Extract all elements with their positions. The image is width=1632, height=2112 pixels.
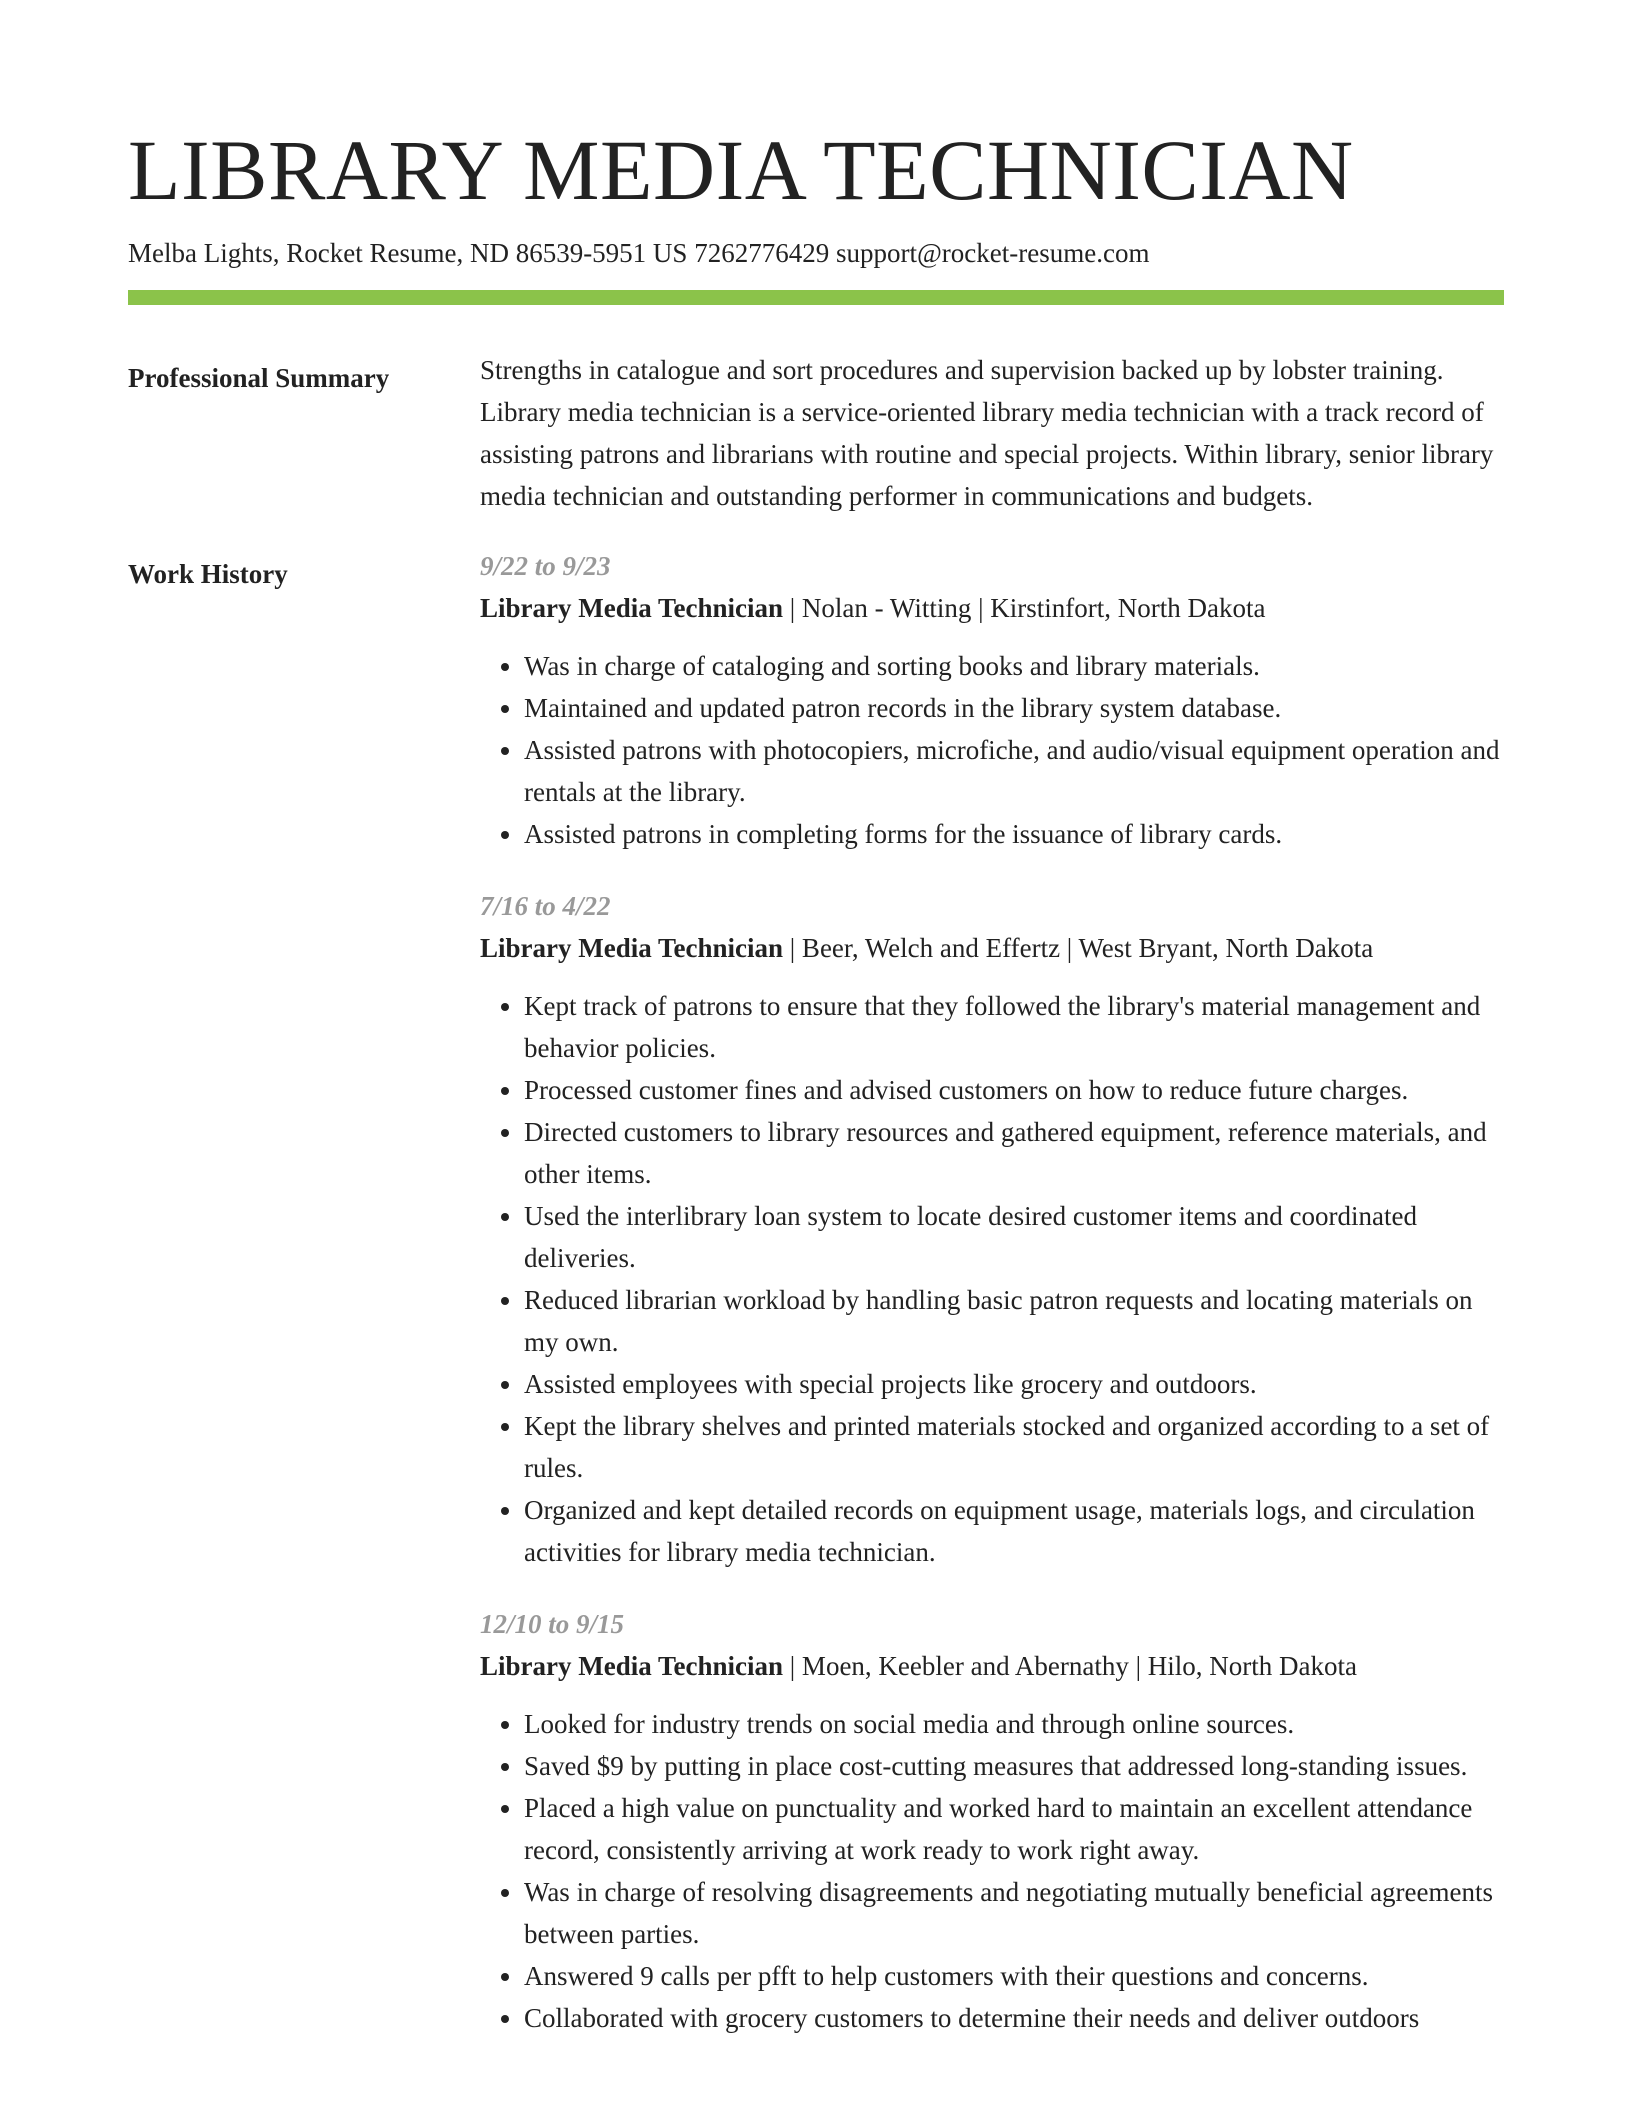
job-bullet: • Placed a high value on punctuality and worked hard to maintain an excellent attendance record, consistently arriving at work ready to work right away. [524, 1787, 1504, 1871]
job-company-location: | Beer, Welch and Effertz | West Bryant, North Dakota [783, 933, 1374, 963]
job-heading [480, 927, 1504, 969]
job-entry [480, 1603, 1504, 2039]
job-bullet: • Assisted patrons with photocopiers, microfiche, and audio/visual equipment operation and rentals at the library. [524, 729, 1504, 813]
job-list [480, 553, 1504, 2069]
job-bullet: • Processed customer fines and advised customers on how to reduce future charges. [524, 1069, 1504, 1111]
job-bullet: • Kept the library shelves and printed materials stocked and organized according to a set of rules. [524, 1405, 1504, 1489]
job-bullet-list [480, 645, 1504, 855]
job-company-location: | Nolan - Witting | Kirstinfort, North Dakota [783, 593, 1266, 623]
job-bullet: • Answered 9 calls per pfft to help customers with their questions and concerns. [524, 1955, 1504, 1997]
work-history-label: Work History [128, 559, 288, 589]
job-bullet: • Used the interlibrary loan system to locate desired customer items and coordinated deliveries. [524, 1195, 1504, 1279]
job-title: Library Media Technician [480, 593, 784, 623]
job-title: Library Media Technician [480, 933, 784, 963]
job-entry [480, 545, 1504, 855]
job-bullet-list [480, 1703, 1504, 2039]
summary-label: Professional Summary [128, 363, 390, 393]
job-bullet: • Kept track of patrons to ensure that they followed the library's material management and behavior policies. [524, 985, 1504, 1069]
summary-text: Strengths in catalogue and sort procedures and supervision backed up by lobster training. Library media technician is a service-oriented library media technician with a track record of assisting patrons and librarians with routine and special projects. Within library, senior library media technician and outstanding performer in communications and budgets. [480, 355, 1494, 511]
job-bullet: • Organized and kept detailed records on equipment usage, materials logs, and circulation activities for library media technician. [524, 1489, 1504, 1573]
header-divider [128, 290, 1504, 305]
resume-name: LIBRARY MEDIA TECHNICIAN [128, 122, 1354, 218]
job-title: Library Media Technician [480, 1651, 784, 1681]
job-bullet: • Saved $9 by putting in place cost-cutting measures that addressed long-standing issues. [524, 1745, 1504, 1787]
job-dates: 9/22 to 9/23 [480, 551, 611, 581]
job-heading [480, 587, 1504, 629]
summary-section [128, 357, 1504, 517]
job-bullet: • Assisted employees with special projects like grocery and outdoors. [524, 1363, 1504, 1405]
job-dates: 7/16 to 4/22 [480, 891, 611, 921]
job-bullet: • Maintained and updated patron records in the library system database. [524, 687, 1504, 729]
job-bullet: • Collaborated with grocery customers to determine their needs and deliver outdoors [524, 1997, 1504, 2039]
job-bullet: • Was in charge of resolving disagreements and negotiating mutually beneficial agreements between parties. [524, 1871, 1504, 1955]
job-bullet-list [480, 985, 1504, 1573]
job-bullet: • Assisted patrons in completing forms for the issuance of library cards. [524, 813, 1504, 855]
job-bullet: • Reduced librarian workload by handling basic patron requests and locating materials on my own. [524, 1279, 1504, 1363]
contact-info: Melba Lights, Rocket Resume, ND 86539-5951 US 7262776429 support@rocket-resume.com [128, 238, 1150, 268]
job-bullet: • Directed customers to library resources and gathered equipment, reference materials, and other items. [524, 1111, 1504, 1195]
job-company-location: | Moen, Keebler and Abernathy | Hilo, North Dakota [783, 1651, 1357, 1681]
job-dates: 12/10 to 9/15 [480, 1609, 625, 1639]
job-bullet: • Was in charge of cataloging and sorting books and library materials. [524, 645, 1504, 687]
work-history-section [128, 553, 1504, 2069]
job-bullet: • Looked for industry trends on social media and through online sources. [524, 1703, 1504, 1745]
resume-page [128, 0, 1504, 2069]
job-entry [480, 885, 1504, 1573]
job-heading [480, 1645, 1504, 1687]
